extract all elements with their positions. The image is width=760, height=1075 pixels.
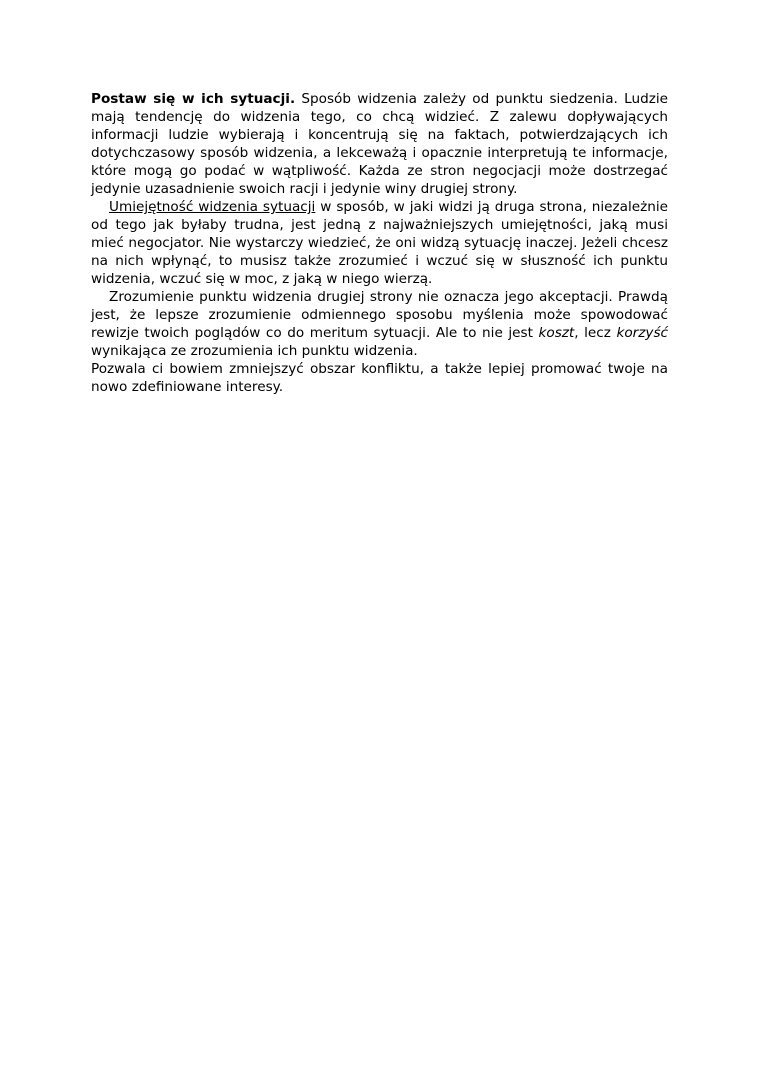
paragraph-4-text: Pozwala ci bowiem zmniejszyć obszar konfliktu, a także lepiej promować twoje na nowo zdefiniowane interesy. [91, 361, 668, 395]
paragraph-2 [91, 198, 668, 288]
paragraph-3-text-c: wynikająca ze zrozumienia ich punktu widzenia. [91, 343, 418, 359]
paragraph-3 [91, 288, 668, 360]
paragraph-2-underlined-phrase: Umiejętność widzenia sytuacji [109, 199, 316, 215]
paragraph-3-italic-korzysc: korzyść [616, 325, 668, 341]
paragraph-3-text-a: Zrozumienie punktu widzenia drugiej strony nie oznacza jego akceptacji. Prawdą jest, że lepsze zrozumienie odmiennego sposobu myślenia może spowodować rewizje twoich poglądów co do meritum sytuacji. Ale to nie jest [91, 289, 668, 341]
paragraph-4 [91, 360, 668, 396]
paragraph-3-text-b: , lecz [574, 325, 617, 341]
paragraph-1-lead: Postaw się w ich sytuacji. [91, 91, 296, 107]
paragraph-1 [91, 90, 668, 198]
document-page [91, 90, 668, 396]
paragraph-1-text: Sposób widzenia zależy od punktu siedzenia. Ludzie mają tendencję do widzenia tego, co chcą widzieć. Z zalewu dopływających informacji ludzie wybierają i koncentrują się na faktach, potwierdzających ich dotychczasowy sposób widzenia, a lekceważą i opacznie interpretują te informacje, które mogą go podać w wątpliwość. Każda ze stron negocjacji może dostrzegać jedynie uzasadnienie swoich racji i jedynie winy drugiej strony. [91, 91, 668, 197]
paragraph-2-text: w sposób, w jaki widzi ją druga strona, niezależnie od tego jak byłaby trudna, jest jedną z najważniejszych umiejętności, jaką musi mieć negocjator. Nie wystarczy wiedzieć, że oni widzą sytuację inaczej. Jeżeli chcesz na nich wpłynąć, to musisz także zrozumieć i wczuć się w słuszność ich punktu widzenia, wczuć się w moc, z jaką w niego wierzą. [91, 199, 668, 287]
paragraph-3-italic-koszt: koszt [538, 325, 575, 341]
